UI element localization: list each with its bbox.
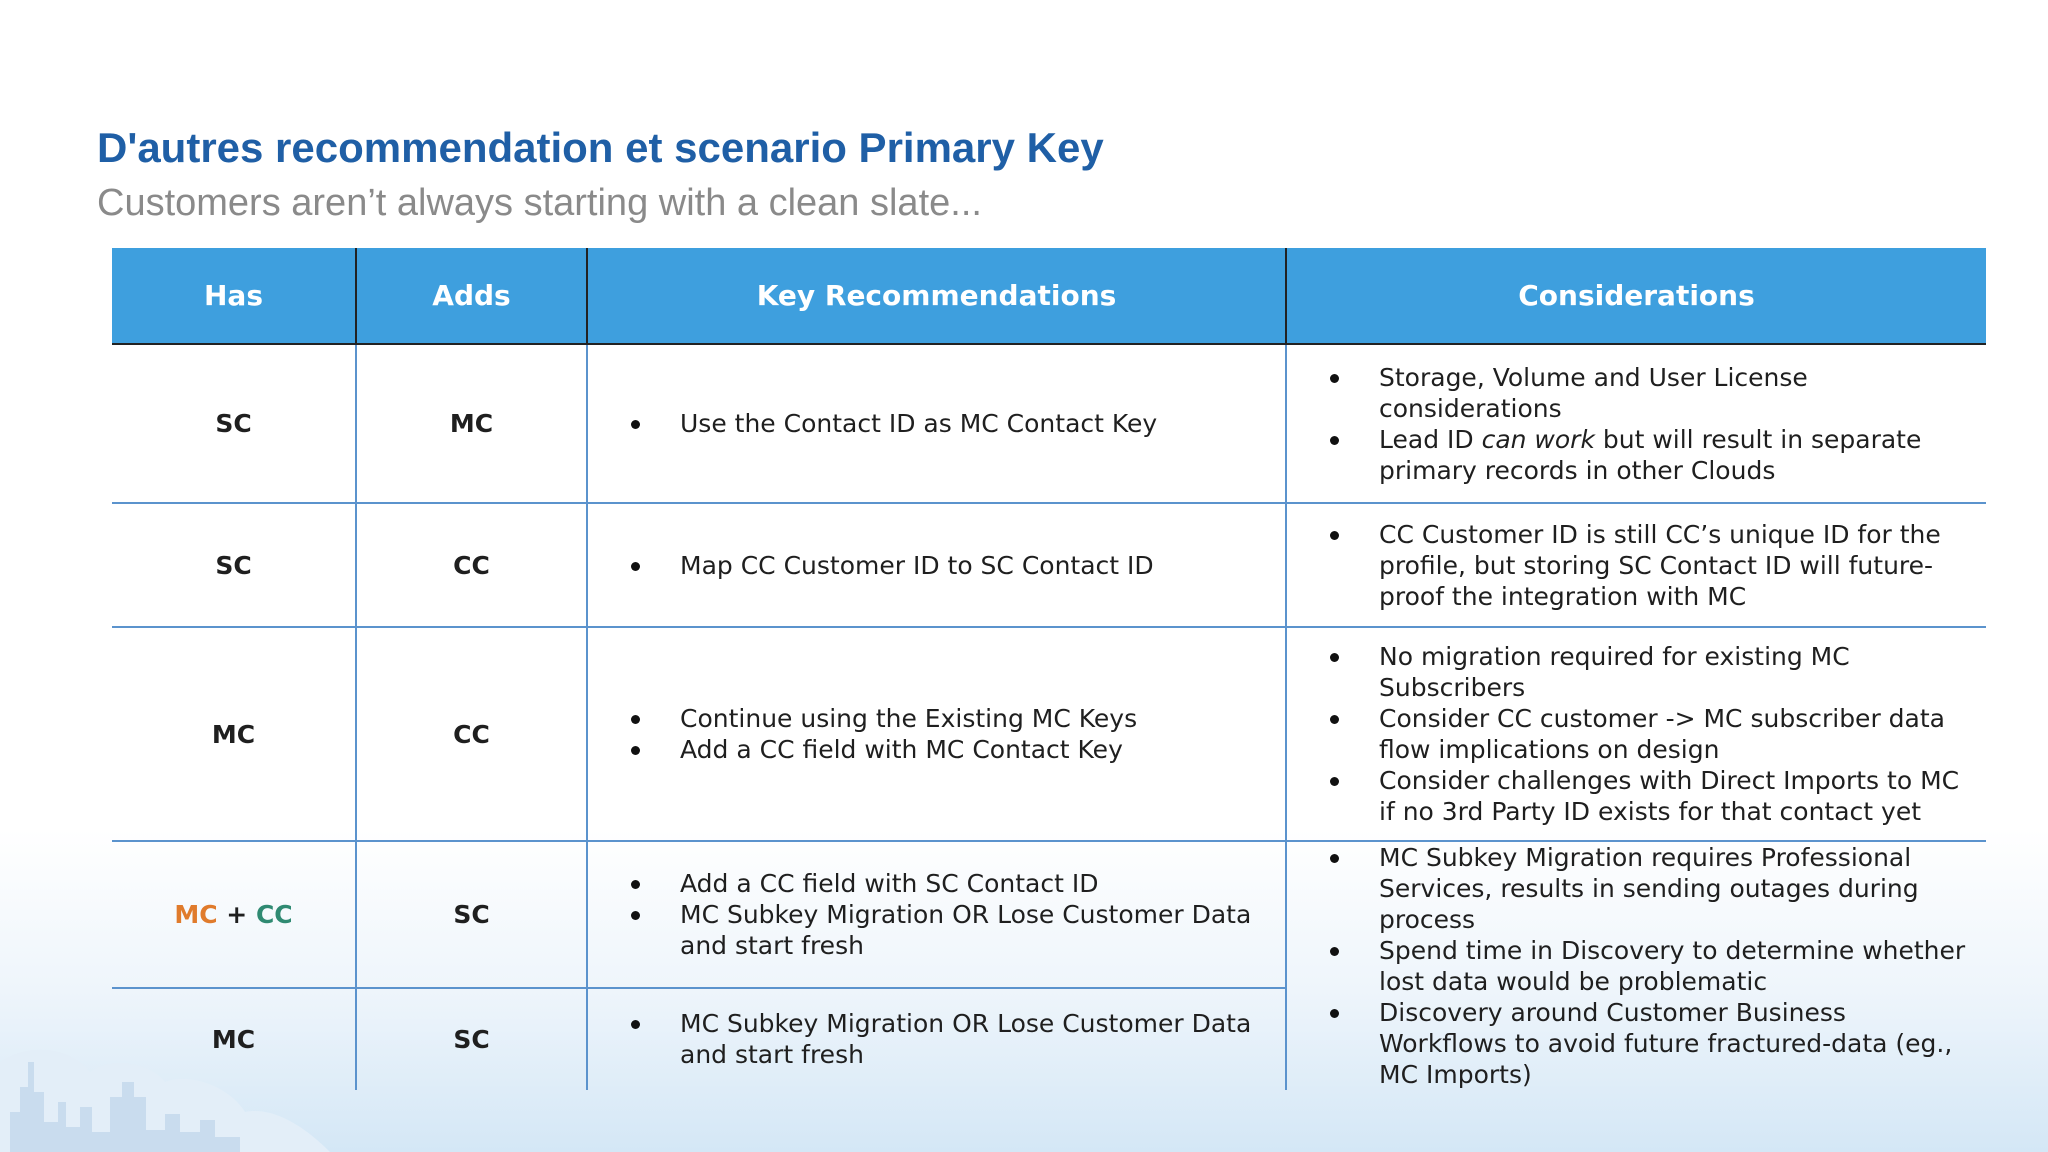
- considerations-cell: [1286, 503, 1986, 627]
- slide-title: D'autres recommendation et scenario Primary Key: [97, 124, 1104, 171]
- table-row: [112, 344, 1986, 503]
- table-row: [112, 503, 1986, 627]
- list-item: MC Subkey Migration requires Professional Services, results in sending outages during process: [1287, 842, 1968, 935]
- list-item: Continue using the Existing MC Keys: [588, 703, 1267, 734]
- header-has: Has: [112, 248, 356, 344]
- list-item: MC Subkey Migration OR Lose Customer Data and start fresh: [588, 899, 1267, 961]
- table-header-row: [112, 248, 1986, 344]
- list-item: Spend time in Discovery to determine whether lost data would be problematic: [1287, 935, 1968, 997]
- header-considerations: Considerations: [1286, 248, 1986, 344]
- recommendations-cell: [587, 627, 1286, 841]
- has-cell: MC: [112, 988, 356, 1090]
- list-item: Consider CC customer -> MC subscriber data flow implications on design: [1287, 703, 1968, 765]
- list-item: Storage, Volume and User License considerations: [1287, 362, 1968, 424]
- emphasis-text: can work: [1481, 424, 1595, 454]
- has-cell: SC: [112, 503, 356, 627]
- considerations-cell: [1286, 627, 1986, 841]
- adds-cell: SC: [356, 988, 587, 1090]
- has-mc: MC: [174, 899, 218, 929]
- recommendations-cell: [587, 841, 1286, 988]
- plus-sign: +: [226, 899, 248, 929]
- considerations-cell: [1286, 344, 1986, 503]
- table-row: [112, 841, 1986, 988]
- list-item: Use the Contact ID as MC Contact Key: [588, 408, 1267, 439]
- has-cc: CC: [255, 899, 293, 929]
- header-key-recommendations: Key Recommendations: [587, 248, 1286, 344]
- recommendations-cell: [587, 503, 1286, 627]
- list-item: Discovery around Customer Business Workflows to avoid future fractured-data (eg., MC Imports): [1287, 997, 1968, 1090]
- list-item: Consider challenges with Direct Imports to MC if no 3rd Party ID exists for that contact yet: [1287, 765, 1968, 827]
- recommendations-cell: [587, 988, 1286, 1090]
- list-item: Add a CC field with MC Contact Key: [588, 734, 1267, 765]
- considerations-cell: [1286, 841, 1986, 1090]
- list-item: MC Subkey Migration OR Lose Customer Data and start fresh: [588, 1008, 1267, 1070]
- list-item: Add a CC field with SC Contact ID: [588, 868, 1267, 899]
- list-item: Map CC Customer ID to SC Contact ID: [588, 550, 1267, 581]
- recommendations-cell: [587, 344, 1286, 503]
- has-cell: SC: [215, 409, 252, 438]
- recommendation-table: [112, 248, 1986, 1090]
- header-adds: Adds: [356, 248, 587, 344]
- adds-cell: CC: [356, 627, 587, 841]
- adds-cell: CC: [356, 503, 587, 627]
- adds-cell: SC: [356, 841, 587, 988]
- has-cell: [112, 841, 356, 988]
- adds-cell: MC: [356, 344, 587, 503]
- has-cell: MC: [112, 627, 356, 841]
- list-item: No migration required for existing MC Subscribers: [1287, 641, 1968, 703]
- list-item: [1287, 424, 1968, 486]
- table-row: [112, 627, 1986, 841]
- text-segment: Lead ID: [1379, 424, 1482, 454]
- list-item: CC Customer ID is still CC’s unique ID for the profile, but storing SC Contact ID will future-proof the integration with MC: [1287, 519, 1968, 612]
- slide-subtitle: Customers aren’t always starting with a clean slate...: [97, 182, 982, 224]
- text-segment: but will result in separate primary records in other Clouds: [1379, 424, 1922, 485]
